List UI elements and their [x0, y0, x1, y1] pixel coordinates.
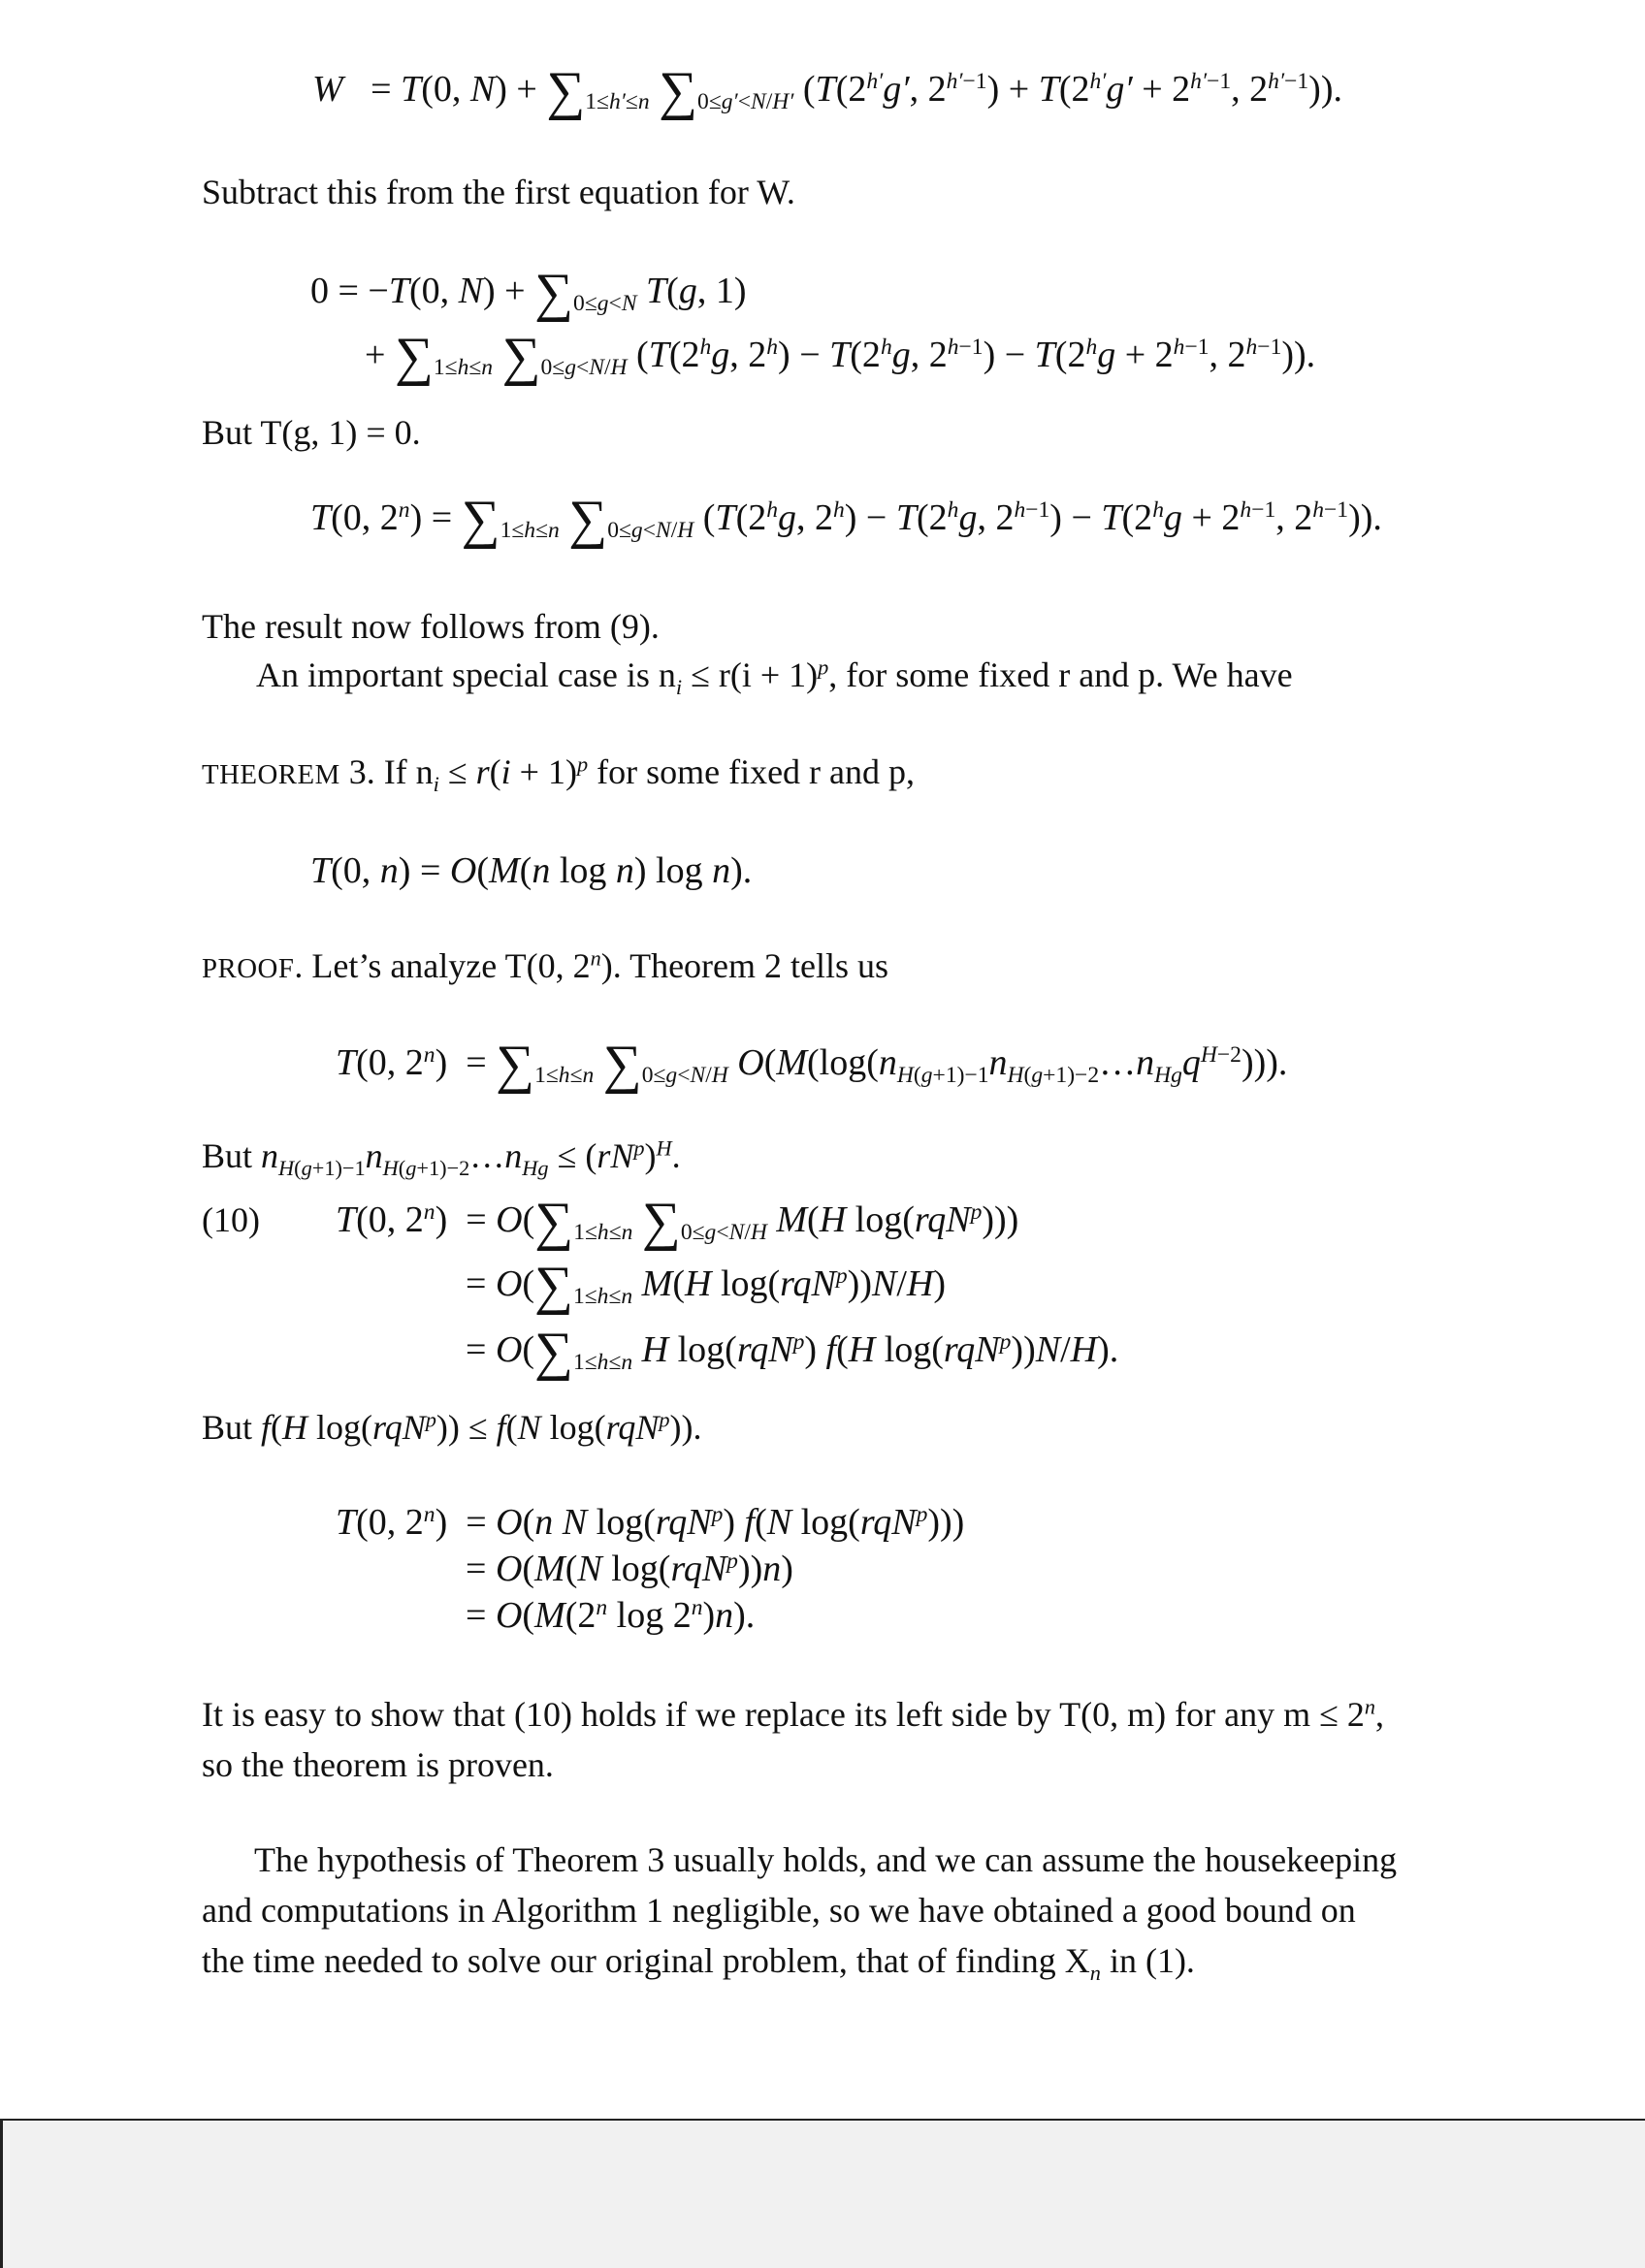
equation-10-line2: = $O(\sum_{1\le h\le n}$ M(H log(rqN$^p$))N/H) [466, 1256, 947, 1316]
equation-final-line1: T(0, 2$^n$) = O(n N log(rqN$^p$) f(N log(rqN$^p$))) [336, 1502, 965, 1543]
conclusion-line1: The hypothesis of Theorem 3 usually holds, and we can assume the housekeeping [254, 1840, 1398, 1879]
page-edge-vertical [0, 2119, 3, 2268]
conclusion-line3: the time needed to solve our original problem, that of finding $X_n$ in (1). [202, 1941, 1195, 1985]
theorem-3-statement: THEOREM 3. If $n_i \le r(i + 1)^p$ for some fixed r and p, [202, 751, 916, 796]
text-product-bound: But $n_{H(g+1)-1}n_{H(g+1)-2}\dots n_{Hg} \le (rN^p)^H$. [202, 1135, 681, 1180]
equation-zero-line1: 0 = −T(0, $N) + \sum_{0\le g<N}$ T(g, 1) [310, 263, 747, 323]
equation-final-line3: = $O(M(2^n$ log 2$^n$)n). [466, 1595, 756, 1636]
equation-10-line1: T(0, $2^n) = O(\sum_{1\le h\le n}$ $\sum_{0\le g<N/H}$ M(H log(rqN$^p$))) [336, 1192, 1019, 1252]
equation-t-0-2n: T(0, $2^n) = \sum_{1\le h\le n}$ $\sum_{0\le g<N/H}$ (T(2$^h$g, $2^h) - T(2^hg$, $2^{h-1}) - T(2^hg + 2^{h-1}$, $2^{h-1}$)). [310, 490, 1382, 550]
proof-start: PROOF. Let’s analyze T(0, 2$^n$). Theorem 2 tells us [202, 945, 889, 985]
text-f-bound: But f(H log(rqN$^p$)) ≤ f(N log(rqN$^p$)). [202, 1407, 702, 1447]
text-subtract: Subtract this from the first equation for W. [202, 173, 795, 211]
equation-theorem-2-application: T(0, $2^n) = \sum_{1\le h\le n}$ $\sum_{0\le g<N/H}$ $O(M(\log(n_{H(g+1)-1}n_{H(g+1)-2}\dots n_{Hg}q^{H-2})))$. [336, 1035, 1288, 1095]
text-theorem-proven: so the theorem is proven. [202, 1745, 554, 1784]
page-shadow-region [0, 2119, 1645, 2268]
equation-number-10: (10) [202, 1200, 260, 1239]
equation-10-line3: = $O(\sum_{1\le h\le n}$ H log(rqN$^p$) f(H log(rqN$^p$))N/H). [466, 1322, 1119, 1382]
proof-label: PROOF [202, 953, 295, 984]
text-but-t-g-1: But T(g, 1) = 0. [202, 413, 421, 452]
equation-w: W = T(0, $N) + \sum_{1\le h'\le n}$ $\sum_{0\le g'<N/H'}$ ($T(2^{h'}g'$, $2^{h'-1}) + T(2^{h'}g' + 2^{h'-1}$, $2^{h'-1}$)). [312, 61, 1342, 121]
page-edge-horizontal [0, 2119, 1645, 2121]
eq-w-lhs: W [312, 69, 343, 110]
theorem-label: THEOREM [202, 759, 340, 790]
equation-zero-line2: + $\sum_{1\le h\le n}$ $\sum_{0\le g<N/H}$ (T(2$^h$g, $2^h) - T(2^hg$, $2^{h-1}) - T(2^hg + 2^{h-1}$, $2^{h-1}$)). [365, 327, 1316, 387]
equation-theorem-3: T(0, n) = O(M(n log n) log n). [310, 850, 753, 891]
text-special-case: An important special case is $n_i \le r(i + 1)^p$, for some fixed r and p. We have [256, 655, 1293, 699]
text-easy-to-show: It is easy to show that (10) holds if we replace its left side by T(0, m) for any $m \le 2^n$, [202, 1694, 1384, 1734]
conclusion-line2: and computations in Algorithm 1 negligible, so we have obtained a good bound on [202, 1891, 1356, 1930]
equation-final-line2: = O(M(N log(rqN$^p$))n) [466, 1549, 793, 1589]
text-result-follows: The result now follows from (9). [202, 607, 660, 646]
